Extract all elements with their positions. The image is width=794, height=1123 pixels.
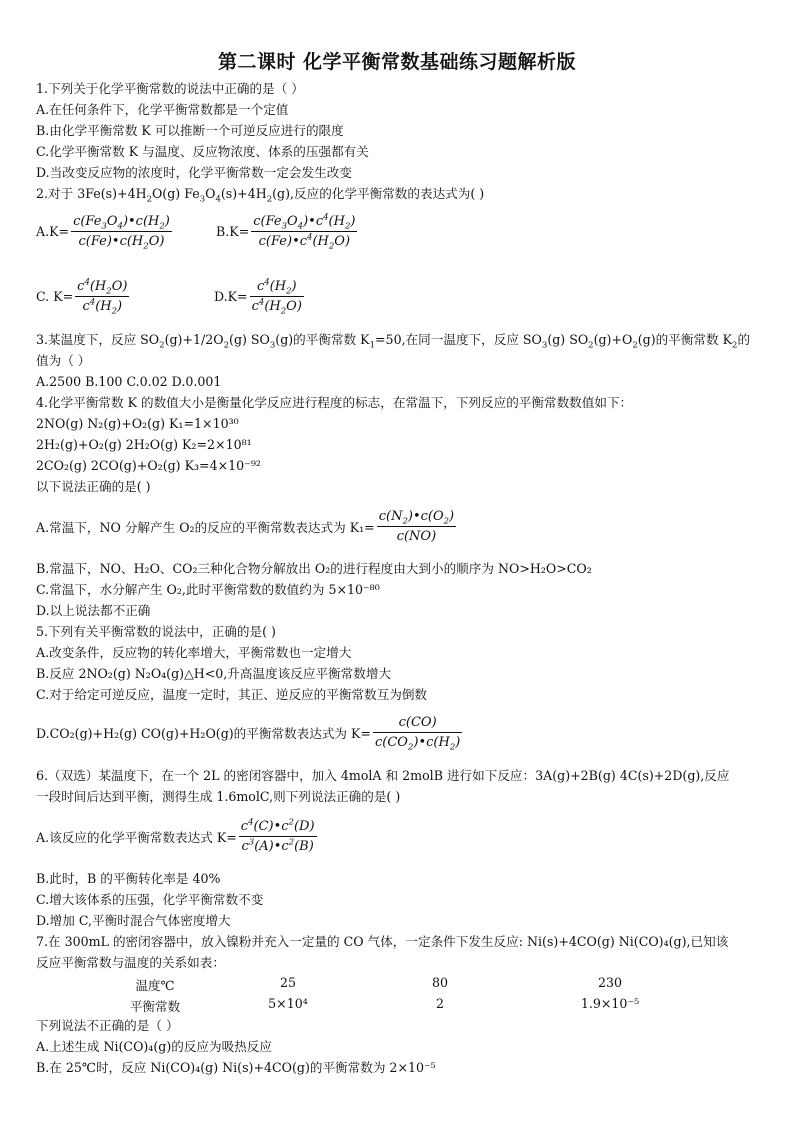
q5-option-c: C.对于给定可逆反应，温度一定时，其正、逆反应的平衡常数互为倒数	[36, 687, 428, 702]
table-cell: 25	[279, 975, 297, 990]
q2-d-fraction: $\frac{c^4(H_2)}{c^4(H_2O)}$	[251, 277, 302, 317]
q1-option-b: B.由化学平衡常数 K 可以推断一个可逆反应进行的限度	[36, 123, 344, 138]
q6-option-a: A.该反应的化学平衡常数表达式 K= $\frac{c^4(C)•c^2(D)}{c^3(A)•c^2(B)}$	[36, 817, 315, 854]
q2-option-c: C. K= $\frac{c^4(H_2O)}{c^4(H_2)}$	[36, 277, 128, 317]
q3-options: A.2500 B.100 C.0.02 D.0.001	[36, 374, 222, 389]
q3-stem-line2: 值为（ ）	[36, 353, 91, 368]
q7-stem-line1: 7.在 300mL 的密闭容器中，放入镍粉并充入一定量的 CO 气体，一定条件下发生反应: Ni(s)+4CO(g) Ni(CO)₄(g),已知该	[36, 934, 729, 949]
q4-reaction-3: 2CO₂(g) 2CO(g)+O₂(g) K₃=4×10⁻⁹²	[36, 458, 261, 473]
q4-option-c: C.常温下，水分解产生 O₂,此时平衡常数的数值约为 5×10⁻⁸⁰	[36, 582, 380, 597]
table-cell: 1.9×10⁻⁵	[580, 996, 640, 1011]
q2-stem: 2.对于 $3Fe(s)+4H_2O(g)$ $Fe_3O_4(s)+4H_2(g)$,反应的化学平衡常数的表达式为( )	[36, 186, 485, 205]
q2-option-a: A.K= $\frac{c(Fe_3O_4)•c(H_2)}{c(Fe)•c(H_2O)}$	[36, 214, 170, 252]
q4-option-b: B.常温下，NO、H₂O、CO₂三种化合物分解放出 O₂的进行程度由大到小的顺序为 NO>H₂O>CO₂	[36, 561, 592, 576]
q1-option-d: D.当改变反应物的浓度时，化学平衡常数一定会发生改变	[36, 165, 352, 180]
q4-option-a: A.常温下，NO 分解产生 O₂的反应的平衡常数表达式为 K₁= $\frac{c(N_2)•c(O_2)}{c(NO)}$	[36, 509, 455, 544]
table-header-k: 平衡常数	[129, 999, 181, 1014]
q2-option-b: B.K= $\frac{c(Fe_3O_4)•c^4(H_2)}{c(Fe)•c^4(H_2O)}$	[216, 212, 356, 252]
table-cell: 5×10⁴	[268, 996, 308, 1011]
table-cell: 2	[435, 996, 444, 1011]
q5-option-d: D.CO₂(g)+H₂(g) CO(g)+H₂O(g)的平衡常数表达式为 K= $\frac{c(CO)}{c(CO_2)•c(H_2)}$	[36, 715, 461, 753]
q5-d-fraction: $\frac{c(CO)}{c(CO_2)•c(H_2)}$	[374, 715, 461, 753]
q2-c-fraction: $\frac{c^4(H_2O)}{c^4(H_2)}$	[77, 277, 128, 317]
q6-option-d: D.增加 C,平衡时混合气体密度增大	[36, 913, 231, 928]
q4-ask: 以下说法正确的是( )	[36, 479, 151, 494]
q5-option-a: A.改变条件，反应物的转化率增大，平衡常数也一定增大	[36, 645, 352, 660]
q2-b-fraction: $\frac{c(Fe_3O_4)•c^4(H_2)}{c(Fe)•c^4(H_2O)}$	[253, 212, 356, 252]
table-header-temp: 温度℃	[135, 978, 175, 993]
q7-option-b: B.在 25℃时，反应 Ni(CO)₄(g) Ni(s)+4CO(g)的平衡常数为 2×10⁻⁵	[36, 1060, 436, 1075]
q6-option-c: C.增大该体系的压强，化学平衡常数不变	[36, 892, 264, 907]
q4-option-d: D.以上说法都不正确	[36, 603, 151, 618]
q6-option-b: B.此时，B 的平衡转化率是 40%	[36, 871, 221, 886]
q7-stem-line2: 反应平衡常数与温度的关系如表：	[36, 955, 225, 970]
q4-a-fraction: $\frac{c(N_2)•c(O_2)}{c(NO)}$	[378, 509, 455, 544]
q4-stem: 4.化学平衡常数 K 的数值大小是衡量化学反应进行程度的标志，在常温下，下列反应的平衡常数数值如下：	[36, 395, 633, 410]
q7-ask: 下列说法不正确的是（ ）	[36, 1018, 179, 1033]
table-cell: 80	[431, 975, 449, 990]
q6-stem-line1: 6.（双选）某温度下，在一个 2L 的密闭容器中，加入 4molA 和 2molB 进行如下反应：3A(g)+2B(g) 4C(s)+2D(g),反应	[36, 768, 730, 783]
q5-option-b: B.反应 2NO₂(g) N₂O₄(g)△H<0,升高温度该反应平衡常数增大	[36, 666, 392, 681]
q1-option-c: C.化学平衡常数 K 与温度、反应物浓度、体系的压强都有关	[36, 144, 369, 159]
q4-reaction-2: 2H₂(g)+O₂(g) 2H₂O(g) K₂=2×10⁸¹	[36, 437, 252, 452]
q2-a-fraction: $\frac{c(Fe_3O_4)•c(H_2)}{c(Fe)•c(H_2O)}$	[73, 214, 170, 252]
q2-option-d: D.K= $\frac{c^4(H_2)}{c^4(H_2O)}$	[214, 277, 302, 317]
q7-option-a: A.上述生成 Ni(CO)₄(g)的反应为吸热反应	[36, 1039, 272, 1054]
q4-reaction-1: 2NO(g) N₂(g)+O₂(g) K₁=1×10³⁰	[36, 416, 239, 431]
q6-a-fraction: $\frac{c^4(C)•c^2(D)}{c^3(A)•c^2(B)}$	[240, 817, 315, 854]
q6-stem-line2: 一段时间后达到平衡，测得生成 1.6molC,则下列说法正确的是( )	[36, 789, 401, 804]
q3-stem-line1: 3.某温度下，反应 $SO_2(g)+1/2O_2(g)$ $SO_3(g)$的平衡常数 $K_1=50$,在同一温度下，反应 $SO_3(g)$ $SO_2(g)+O_2(g)$的平衡常数 $K_2$的	[36, 332, 751, 351]
q5-stem: 5.下列有关平衡常数的说法中，正确的是( )	[36, 624, 276, 639]
q1-stem: 1.下列关于化学平衡常数的说法中正确的是（ ）	[36, 81, 304, 96]
q1-option-a: A.在任何条件下，化学平衡常数都是一个定值	[36, 102, 289, 117]
page-title: 第二课时 化学平衡常数基础练习题解析版	[217, 51, 577, 73]
table-cell: 230	[597, 975, 623, 990]
